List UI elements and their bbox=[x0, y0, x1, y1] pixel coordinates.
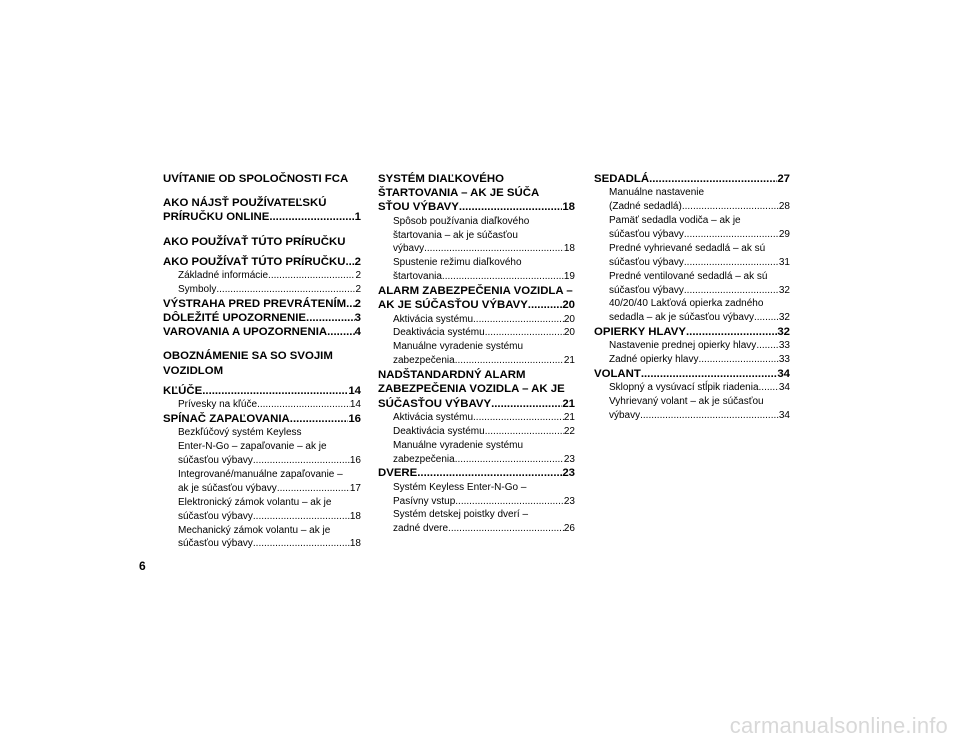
toc-heading[interactable] bbox=[594, 367, 790, 381]
toc-title: AK JE SÚČASŤOU VÝBAVY bbox=[378, 299, 528, 312]
toc-subentry-line[interactable]: 40/20/40 Lakťová opierka zadného bbox=[609, 298, 764, 310]
toc-title: sedadla – ak je súčasťou výbavy bbox=[609, 312, 754, 324]
toc-column-2 bbox=[378, 172, 575, 536]
toc-leader bbox=[455, 453, 564, 467]
toc-subentry-line[interactable]: Spôsob používania diaľkového bbox=[393, 215, 530, 227]
toc-heading[interactable]: VOZIDLOM bbox=[163, 364, 224, 377]
toc-page: 18 bbox=[563, 243, 575, 255]
toc-page: 31 bbox=[778, 256, 790, 268]
toc-leader bbox=[754, 311, 779, 325]
toc-subentry-line[interactable]: Spustenie režimu diaľkového bbox=[393, 257, 522, 269]
toc-page: 23 bbox=[563, 495, 575, 507]
toc-page: 19 bbox=[563, 271, 575, 283]
toc-subentry-line[interactable]: Systém detskej poistky dverí – bbox=[393, 509, 529, 521]
toc-page: 4 bbox=[354, 326, 361, 339]
toc-leader bbox=[417, 466, 562, 480]
toc-page: 23 bbox=[563, 453, 575, 465]
watermark: carmanualsonline.info bbox=[729, 713, 948, 738]
toc-page: 26 bbox=[563, 523, 575, 535]
toc-subentry[interactable] bbox=[594, 200, 790, 214]
toc-leader bbox=[473, 411, 564, 425]
toc-subentry-line[interactable]: Predné ventilované sedadlá – ak sú bbox=[609, 270, 768, 282]
toc-leader bbox=[459, 200, 563, 214]
toc-subentry-line[interactable]: Systém Keyless Enter-N-Go – bbox=[393, 481, 527, 493]
toc-leader bbox=[684, 284, 779, 298]
toc-page: 1 bbox=[354, 211, 361, 224]
toc-page: 22 bbox=[563, 425, 575, 437]
toc-heading-line[interactable]: ZABEZPEČENIA VOZIDLA – AK JE bbox=[378, 383, 565, 396]
toc-title: SEDADLÁ bbox=[594, 173, 650, 185]
toc-title: ak je súčasťou výbavy bbox=[178, 482, 277, 494]
toc-leader bbox=[424, 242, 564, 256]
toc-page: 20 bbox=[563, 313, 575, 325]
toc-leader bbox=[473, 313, 564, 327]
toc-subentry[interactable] bbox=[594, 353, 790, 367]
toc-leader bbox=[528, 298, 563, 312]
toc-subentry[interactable] bbox=[378, 313, 575, 327]
toc-page: 29 bbox=[778, 228, 790, 240]
toc-title: súčasťou výbavy bbox=[178, 454, 253, 466]
toc-title: súčasťou výbavy bbox=[609, 284, 684, 296]
toc-subentry[interactable] bbox=[594, 409, 790, 423]
toc-title: Aktivácia systému bbox=[393, 411, 474, 423]
toc-leader bbox=[253, 454, 350, 468]
toc-title: VOLANT bbox=[594, 368, 641, 381]
toc-leader bbox=[253, 510, 350, 524]
toc-page: 28 bbox=[778, 201, 790, 213]
toc-subentry-line[interactable]: Vyhrievaný volant – ak je súčasťou bbox=[609, 396, 764, 408]
toc-title: súčasťou výbavy bbox=[609, 228, 684, 240]
toc-leader bbox=[684, 228, 779, 242]
toc-leader bbox=[345, 255, 354, 269]
toc-page: 2 bbox=[354, 297, 361, 310]
toc-page: 33 bbox=[778, 340, 790, 352]
toc-page: 3 bbox=[354, 312, 361, 325]
toc-subentry[interactable] bbox=[378, 411, 575, 425]
toc-title: zabezpečenia bbox=[393, 355, 455, 367]
toc-page: 20 bbox=[562, 299, 575, 312]
toc-leader bbox=[306, 311, 355, 325]
toc-page: 2 bbox=[355, 270, 361, 282]
toc-title: Zadné opierky hlavy bbox=[609, 354, 699, 366]
toc-subentry-line[interactable]: Manuálne nastavenie bbox=[609, 187, 705, 199]
toc-subentry[interactable] bbox=[378, 270, 575, 284]
toc-leader bbox=[641, 367, 778, 381]
toc-leader bbox=[756, 339, 779, 353]
toc-leader bbox=[448, 522, 564, 536]
toc-heading[interactable] bbox=[594, 325, 790, 339]
toc-leader bbox=[346, 297, 355, 311]
toc-heading-line[interactable]: ALARM ZABEZPEČENIA VOZIDLA – bbox=[378, 285, 573, 298]
toc-page: 34 bbox=[778, 382, 790, 394]
toc-heading-line[interactable]: AKO NÁJSŤ POUŽÍVATEĽSKÚ bbox=[163, 197, 327, 210]
toc-page: 32 bbox=[778, 284, 790, 296]
toc-leader bbox=[682, 200, 779, 214]
toc-title: AKO POUŽÍVAŤ TÚTO PRÍRUČKU bbox=[163, 255, 346, 268]
toc-leader bbox=[327, 325, 355, 339]
toc-subentry[interactable] bbox=[378, 453, 575, 467]
toc-title: Deaktivácia systému bbox=[393, 327, 485, 339]
toc-heading-line[interactable]: ŠTARTOVANIA – AK JE SÚČA bbox=[378, 187, 540, 200]
toc-leader bbox=[649, 172, 777, 186]
toc-subentry[interactable] bbox=[163, 269, 361, 283]
toc-subentry[interactable] bbox=[378, 425, 575, 439]
toc-column-3 bbox=[594, 172, 790, 423]
toc-leader bbox=[485, 425, 564, 439]
page-number: 6 bbox=[139, 559, 146, 573]
toc-title: Deaktivácia systému bbox=[393, 425, 485, 437]
toc-subentry[interactable] bbox=[378, 326, 575, 340]
toc-page: 27 bbox=[777, 173, 790, 185]
toc-title: VÝSTRAHA PRED PREVRÁTENÍM bbox=[163, 297, 347, 310]
toc-title: výbavy bbox=[393, 243, 425, 255]
toc-subentry[interactable] bbox=[163, 482, 361, 496]
toc-subentry[interactable] bbox=[378, 495, 575, 509]
toc-title: štartovania bbox=[393, 271, 442, 283]
toc-heading[interactable] bbox=[378, 466, 575, 480]
toc-subentry[interactable] bbox=[163, 454, 361, 468]
toc-page: 16 bbox=[348, 412, 361, 425]
toc-page: 32 bbox=[777, 326, 790, 339]
toc-title: zabezpečenia bbox=[393, 453, 455, 465]
toc-heading[interactable] bbox=[163, 255, 361, 269]
toc-title: súčasťou výbavy bbox=[178, 510, 253, 522]
toc-title: SÚČASŤOU VÝBAVY bbox=[378, 397, 492, 410]
toc-subentry[interactable] bbox=[594, 256, 790, 270]
toc-page: 2 bbox=[355, 283, 361, 295]
toc-column-1 bbox=[163, 172, 361, 551]
toc-subentry[interactable] bbox=[163, 283, 361, 297]
toc-leader bbox=[202, 384, 348, 398]
toc-subentry[interactable] bbox=[378, 242, 575, 256]
toc-title: (Zadné sedadlá) bbox=[609, 201, 682, 213]
toc-title: VAROVANIA A UPOZORNENIA bbox=[163, 326, 328, 339]
toc-page: 14 bbox=[348, 384, 361, 397]
toc-heading-line[interactable]: SYSTÉM DIAĽKOVÉHO bbox=[378, 173, 504, 185]
toc-heading[interactable]: AKO POUŽÍVAŤ TÚTO PRÍRUČKU bbox=[163, 235, 346, 248]
toc-leader bbox=[442, 270, 564, 284]
toc-subentry[interactable] bbox=[594, 381, 790, 395]
toc-title: SŤOU VÝBAVY bbox=[378, 201, 459, 214]
toc-title: výbavy bbox=[609, 410, 641, 422]
toc-title: Prívesky na kľúče bbox=[178, 399, 258, 411]
toc-leader bbox=[640, 409, 779, 423]
toc-heading[interactable] bbox=[163, 412, 361, 426]
toc-title: OPIERKY HLAVY bbox=[594, 326, 686, 339]
toc-heading[interactable]: UVÍTANIE OD SPOLOČNOSTI FCA bbox=[163, 173, 349, 185]
toc-subentry[interactable] bbox=[594, 284, 790, 298]
toc-page: 18 bbox=[562, 201, 575, 214]
toc-title: Základné informácie bbox=[178, 270, 269, 282]
toc-heading-line[interactable]: NADŠTANDARDNÝ ALARM bbox=[378, 369, 526, 382]
toc-title: zadné dvere bbox=[393, 523, 449, 535]
toc-leader bbox=[290, 412, 349, 426]
toc-subentry-line[interactable]: Elektronický zámok volantu – ak je bbox=[178, 496, 332, 508]
toc-page: 16 bbox=[349, 454, 361, 466]
toc-page: 18 bbox=[349, 538, 361, 550]
toc-leader bbox=[257, 398, 350, 412]
toc-leader bbox=[684, 256, 779, 270]
toc-title: PRÍRUČKU ONLINE bbox=[163, 211, 270, 224]
toc-heading[interactable] bbox=[163, 297, 361, 311]
toc-title: Nastavenie prednej opierky hlavy bbox=[609, 340, 757, 352]
toc-leader bbox=[268, 269, 355, 283]
toc-page: 23 bbox=[562, 467, 575, 480]
toc-leader bbox=[455, 495, 564, 509]
toc-subentry-line[interactable]: Enter-N-Go – zapaľovanie – ak je bbox=[178, 441, 327, 453]
toc-subentry[interactable] bbox=[594, 311, 790, 325]
toc-page: 18 bbox=[349, 510, 361, 522]
toc-heading[interactable] bbox=[163, 311, 361, 325]
toc-subentry[interactable] bbox=[378, 522, 575, 536]
toc-title: Pasívny vstup bbox=[393, 495, 456, 507]
toc-subentry-line[interactable]: Pamäť sedadla vodiča – ak je bbox=[609, 215, 741, 227]
toc-heading[interactable] bbox=[163, 210, 361, 224]
toc-title: Sklopný a vysúvací stĺpik riadenia bbox=[609, 382, 759, 394]
toc-heading[interactable] bbox=[163, 384, 361, 398]
toc-subentry-line[interactable]: Mechanický zámok volantu – ak je bbox=[178, 524, 331, 536]
toc-title: Symboly bbox=[178, 283, 217, 295]
toc-heading[interactable] bbox=[594, 172, 790, 186]
toc-leader bbox=[253, 537, 350, 551]
toc-heading[interactable] bbox=[378, 298, 575, 312]
toc-subentry[interactable] bbox=[163, 398, 361, 412]
toc-title: DVERE bbox=[378, 467, 418, 480]
toc-subentry-line[interactable]: štartovania – ak je súčasťou bbox=[393, 229, 518, 241]
toc-subentry-line[interactable]: Predné vyhrievané sedadlá – ak sú bbox=[609, 242, 766, 254]
toc-page: 17 bbox=[349, 482, 361, 494]
toc-subentry[interactable] bbox=[163, 537, 361, 551]
toc-leader bbox=[269, 210, 354, 224]
toc-subentry[interactable] bbox=[594, 339, 790, 353]
toc-title: Aktivácia systému bbox=[393, 313, 474, 325]
toc-heading-line[interactable]: OBOZNÁMENIE SA SO SVOJIM bbox=[163, 350, 333, 363]
toc-page: 33 bbox=[778, 354, 790, 366]
toc-title: SPÍNAČ ZAPAĽOVANIA bbox=[163, 412, 290, 425]
toc-page: 21 bbox=[563, 411, 575, 423]
toc-heading[interactable] bbox=[163, 325, 361, 339]
toc-leader bbox=[759, 381, 779, 395]
toc-title: súčasťou výbavy bbox=[609, 256, 684, 268]
toc-title: súčasťou výbavy bbox=[178, 538, 253, 550]
toc-subentry-line[interactable]: Manuálne vyradenie systému bbox=[393, 341, 524, 353]
toc-page: 20 bbox=[563, 327, 575, 339]
toc-subentry[interactable] bbox=[378, 354, 575, 368]
toc-page: 21 bbox=[562, 397, 575, 410]
toc-title: KĽÚČE bbox=[163, 384, 203, 397]
toc-page: 34 bbox=[778, 410, 790, 422]
toc-leader bbox=[216, 283, 355, 297]
toc-subentry[interactable] bbox=[163, 510, 361, 524]
toc-subentry-line[interactable]: Manuálne vyradenie systému bbox=[393, 439, 524, 451]
toc-subentry-line[interactable]: Integrované/manuálne zapaľovanie – bbox=[178, 468, 343, 480]
toc-title: DÔLEŽITÉ UPOZORNENIE bbox=[163, 312, 307, 325]
toc-leader bbox=[686, 325, 777, 339]
toc-leader bbox=[277, 482, 350, 496]
toc-page: 32 bbox=[778, 312, 790, 324]
toc-leader bbox=[491, 397, 562, 411]
toc-page: 2 bbox=[354, 255, 361, 268]
toc-page: 34 bbox=[777, 368, 790, 381]
toc-subentry-line[interactable]: Bezkľúčový systém Keyless bbox=[178, 427, 302, 439]
toc-page: 14 bbox=[349, 399, 361, 411]
toc-heading[interactable] bbox=[378, 397, 575, 411]
toc-subentry[interactable] bbox=[594, 228, 790, 242]
toc-leader bbox=[699, 353, 779, 367]
toc-leader bbox=[455, 354, 564, 368]
toc-page: 21 bbox=[563, 355, 575, 367]
toc-leader bbox=[485, 326, 564, 340]
toc-heading[interactable] bbox=[378, 200, 575, 214]
